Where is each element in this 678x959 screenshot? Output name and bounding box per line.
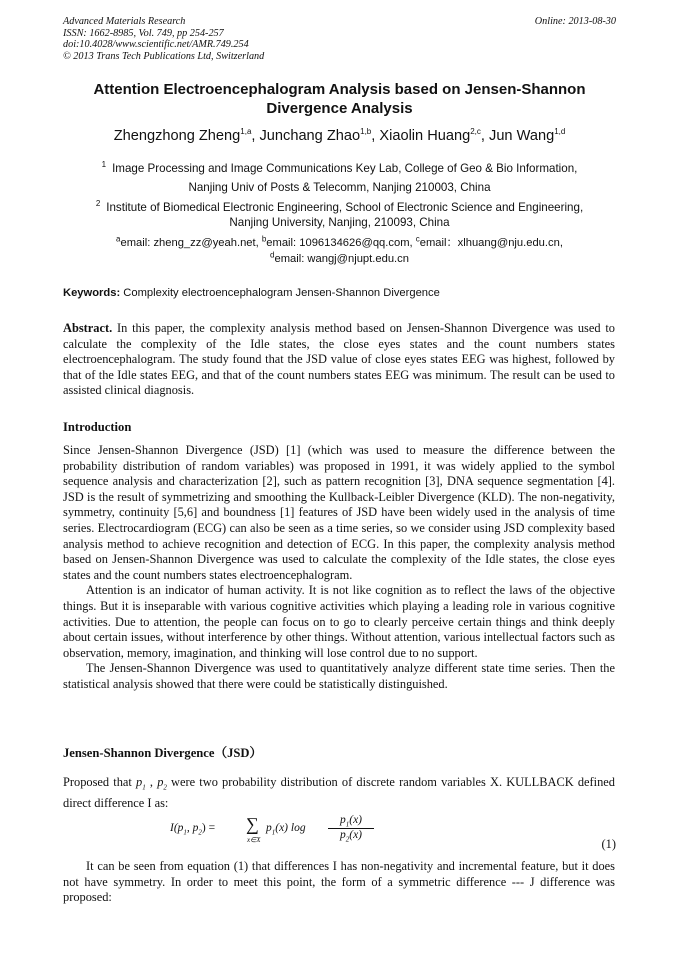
email-c: email：xlhuang@nju.edu.cn, xyxy=(419,237,563,249)
fraction-numerator: $p_1(x)$ xyxy=(339,814,362,829)
fraction-denominator: $p_2(x)$ xyxy=(328,828,374,843)
author-name: Jun Wang xyxy=(489,128,555,144)
author-name: Xiaolin Huang xyxy=(379,128,471,144)
abstract-label: Abstract. xyxy=(63,321,113,335)
paragraph: Since Jensen-Shannon Divergence (JSD) [1] (which was used to measure the difference between the probability distribution of random variables) was proposed in 1991, it was widely applied to the symbol sequence analysis and characterization [2], such as pattern recognition [3], DNA sequence segmentation [4]. JSD is the result of symmetrizing and smoothing the Kullback-Leibler Divergence (KLD). The non-negativity, symmetry, continuity [5,6] and boundness [1] features of JSD have been widely used in the analysis of time series. Electrocardiogram (ECG) can also be seen as a time series, so we consider using JSD complexity based analysis method to achieve recognition and detection of ECG. In this paper, the complexity analysis method based on Jensen-Shannon Divergence was used to calculate the complexity of the Idle states, the close eyes states and the count numbers states electroencephalogram. xyxy=(63,443,615,582)
keywords-text: Complexity electroencephalogram Jensen-Shannon Divergence xyxy=(120,287,440,299)
doi: doi:10.4028/www.scientific.net/AMR.749.254 xyxy=(63,39,249,51)
email-mark: a xyxy=(116,234,121,244)
copyright: © 2013 Trans Tech Publications Ltd, Switzerland xyxy=(63,50,265,62)
journal-name: Advanced Materials Research xyxy=(63,16,186,27)
var-p2: $p_2$ xyxy=(157,775,167,792)
equation-number: (1) xyxy=(601,837,616,851)
author-separator: , xyxy=(251,128,260,144)
email-b: email: 1096134626@qq.com, xyxy=(266,237,416,249)
author-separator: , xyxy=(480,128,490,144)
author-name: Zhengzhong Zheng xyxy=(113,128,241,144)
text-run: Proposed that xyxy=(63,775,137,789)
var-p1: $p_1$ xyxy=(136,775,146,792)
paragraph: It can be seen from equation (1) that differences I has non-negativity and incremental feature, but it does not have symmetry. In order to meet this point, the form of a symmetric difference --- J difference was proposed: xyxy=(63,859,615,905)
author-affil-mark: 1,a xyxy=(240,127,252,137)
author-separator: , xyxy=(371,128,380,144)
author-affil-mark: 1,b xyxy=(360,127,372,137)
introduction-body xyxy=(63,443,615,693)
journal-header xyxy=(63,16,616,62)
equation-1 xyxy=(170,814,616,851)
paragraph: Attention is an indicator of human activity. It is not like cognition as to reflect the laws of the objective things. But it is inseparable with various cognitive activities which playing a leading role in various cognitive activities. Due to attention, the people can focus on to go to clearly perceive certain things and think deeply about certain issues, without interference by other things. Without attention, various intellectual factors such as observation, memory, imagination, and thinking will lose control due to no support. xyxy=(63,583,615,660)
email-mark: d xyxy=(270,249,275,259)
affiliation-line: Image Processing and Image Communications Key Lab, College of Geo & Bio Information, xyxy=(112,161,578,175)
jsd-body xyxy=(63,775,615,812)
section-heading-introduction: Introduction xyxy=(63,420,132,434)
author-emails xyxy=(63,236,616,267)
equation-term: $p_1(x)$ log xyxy=(266,822,306,837)
email-d: email: wangj@njupt.edu.cn xyxy=(274,252,409,265)
affiliation-2 xyxy=(63,196,616,231)
issn: ISSN: 1662-8985, Vol. 749, pp 254-257 xyxy=(63,27,224,39)
author-list xyxy=(63,127,616,145)
keywords xyxy=(63,286,616,300)
email-mark: c xyxy=(415,234,420,244)
email-mark: b xyxy=(261,234,267,244)
affiliation-line: Institute of Biomedical Electronic Engineering, School of Electronic Science and Engineering, xyxy=(106,200,584,214)
text-run: were two probability distribution of discrete random variables X. KULLBACK defined direct difference I as: xyxy=(63,775,615,811)
author-name: Junchang Zhao xyxy=(259,128,361,144)
title-line-1: Attention Electroencephalogram Analysis based on Jensen-Shannon xyxy=(93,81,586,98)
affiliation-number: 2 xyxy=(95,199,101,208)
email-a: email: zheng_zz@yeah.net, xyxy=(120,237,262,249)
paragraph xyxy=(63,775,615,812)
abstract-text: In this paper, the complexity analysis method based on Jensen-Shannon Divergence was used to calculate the complexity of the Idle states, the close eyes states and the count numbers states electroencephalogram. The study found that the JSD value of close eyes states EEG was highest, followed by that of the Idle states EEG, and that of the count numbers states EEG was minimum. The result can be used to assisted clinical diagnosis. xyxy=(63,321,615,398)
author-affil-mark: 1,d xyxy=(554,127,566,137)
keywords-label: Keywords: xyxy=(63,287,121,299)
sum-index: x∈X xyxy=(247,836,261,844)
affiliation-1 xyxy=(63,155,616,197)
jsd-body-continued xyxy=(63,859,615,906)
equation-fraction xyxy=(328,814,374,844)
abstract xyxy=(63,321,615,399)
affiliation-number: 1 xyxy=(101,160,107,169)
online-date: Online: 2013-08-30 xyxy=(534,16,616,27)
section-heading-jsd: Jensen-Shannon Divergence（JSD） xyxy=(63,746,263,760)
author-affil-mark: 2,c xyxy=(470,127,481,137)
paragraph: The Jensen-Shannon Divergence was used to quantitatively analyze different state time series. Then the statistical analysis showed that there were could be statistically distinguished. xyxy=(63,661,615,691)
sum-symbol: ∑ xyxy=(246,814,259,834)
affiliation-line: Nanjing University, Nanjing, 210093, China xyxy=(229,216,450,230)
equation-lhs: $I(p_1$, $p_2$) = xyxy=(170,822,216,837)
paper-title xyxy=(63,80,616,118)
affiliation-line: Nanjing Univ of Posts & Telecomm, Nanjing 210003, China xyxy=(188,180,491,194)
title-line-2: Divergence Analysis xyxy=(266,100,413,117)
text-run: , xyxy=(145,775,158,789)
